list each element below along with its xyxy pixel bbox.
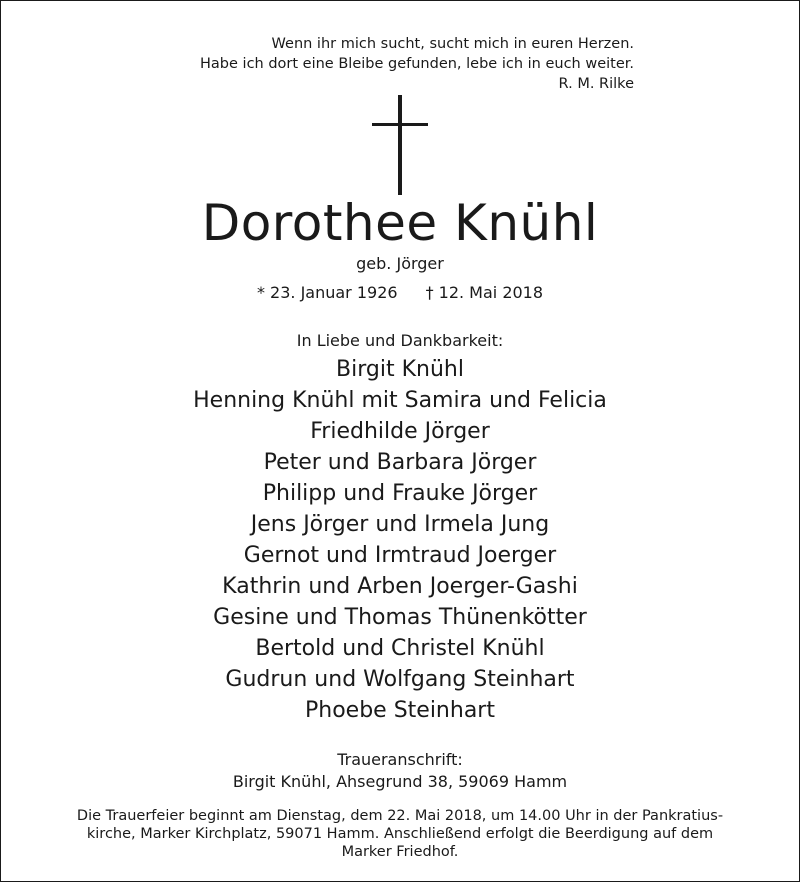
- service-line-3: Marker Friedhof.: [341, 844, 459, 860]
- mourner-name: Gudrun und Wolfgang Steinhart: [225, 667, 575, 692]
- service-line-1: Die Trauerfeier beginnt am Dienstag, dem 22. Mai 2018, um 14.00 Uhr in der Pankratius-: [76, 808, 724, 824]
- poem-author: R. M. Rilke: [558, 76, 634, 92]
- death-date: † 12. Mai 2018: [425, 283, 544, 302]
- mourner-name: Philipp und Frauke Jörger: [262, 481, 538, 506]
- mourning-address-label: Traueranschrift:: [337, 750, 463, 769]
- mourner-name: Jens Jörger und Irmela Jung: [250, 512, 550, 537]
- mourning-address: Birgit Knühl, Ahsegrund 38, 59069 Hamm: [232, 772, 568, 791]
- mourner-name: Bertold und Christel Knühl: [255, 636, 545, 661]
- birth-date: * 23. Januar 1926: [256, 283, 398, 302]
- mourner-name: Kathrin und Arben Joerger-Gashi: [222, 574, 578, 599]
- mourner-name: Phoebe Steinhart: [305, 698, 495, 723]
- mourners-list: [0, 354, 800, 726]
- rilke-poem: [114, 34, 634, 94]
- poem-line-1: Wenn ihr mich sucht, sucht mich in euren Herzen.: [271, 36, 634, 52]
- life-dates: [0, 282, 800, 304]
- mourner-name: Friedhilde Jörger: [310, 419, 490, 444]
- mourner-name: Peter und Barbara Jörger: [263, 450, 537, 475]
- latin-cross-icon: [372, 95, 428, 195]
- mourner-name: Birgit Knühl: [336, 357, 464, 382]
- service-line-2: kirche, Marker Kirchplatz, 59071 Hamm. Anschließend erfolgt die Beerdigung auf dem: [86, 826, 714, 842]
- maiden-name: geb. Jörger: [356, 254, 444, 273]
- mourner-name: Henning Knühl mit Samira und Felicia: [193, 388, 607, 413]
- thanks-line: In Liebe und Dankbarkeit:: [296, 331, 504, 350]
- deceased-name: Dorothee Knühl: [201, 194, 599, 252]
- mourner-name: Gernot und Irmtraud Joerger: [243, 543, 557, 568]
- poem-line-2: Habe ich dort eine Bleibe gefunden, lebe ich in euch weiter.: [200, 56, 634, 72]
- mourner-name: Gesine und Thomas Thünenkötter: [213, 605, 587, 630]
- funeral-service-notice: [50, 807, 750, 861]
